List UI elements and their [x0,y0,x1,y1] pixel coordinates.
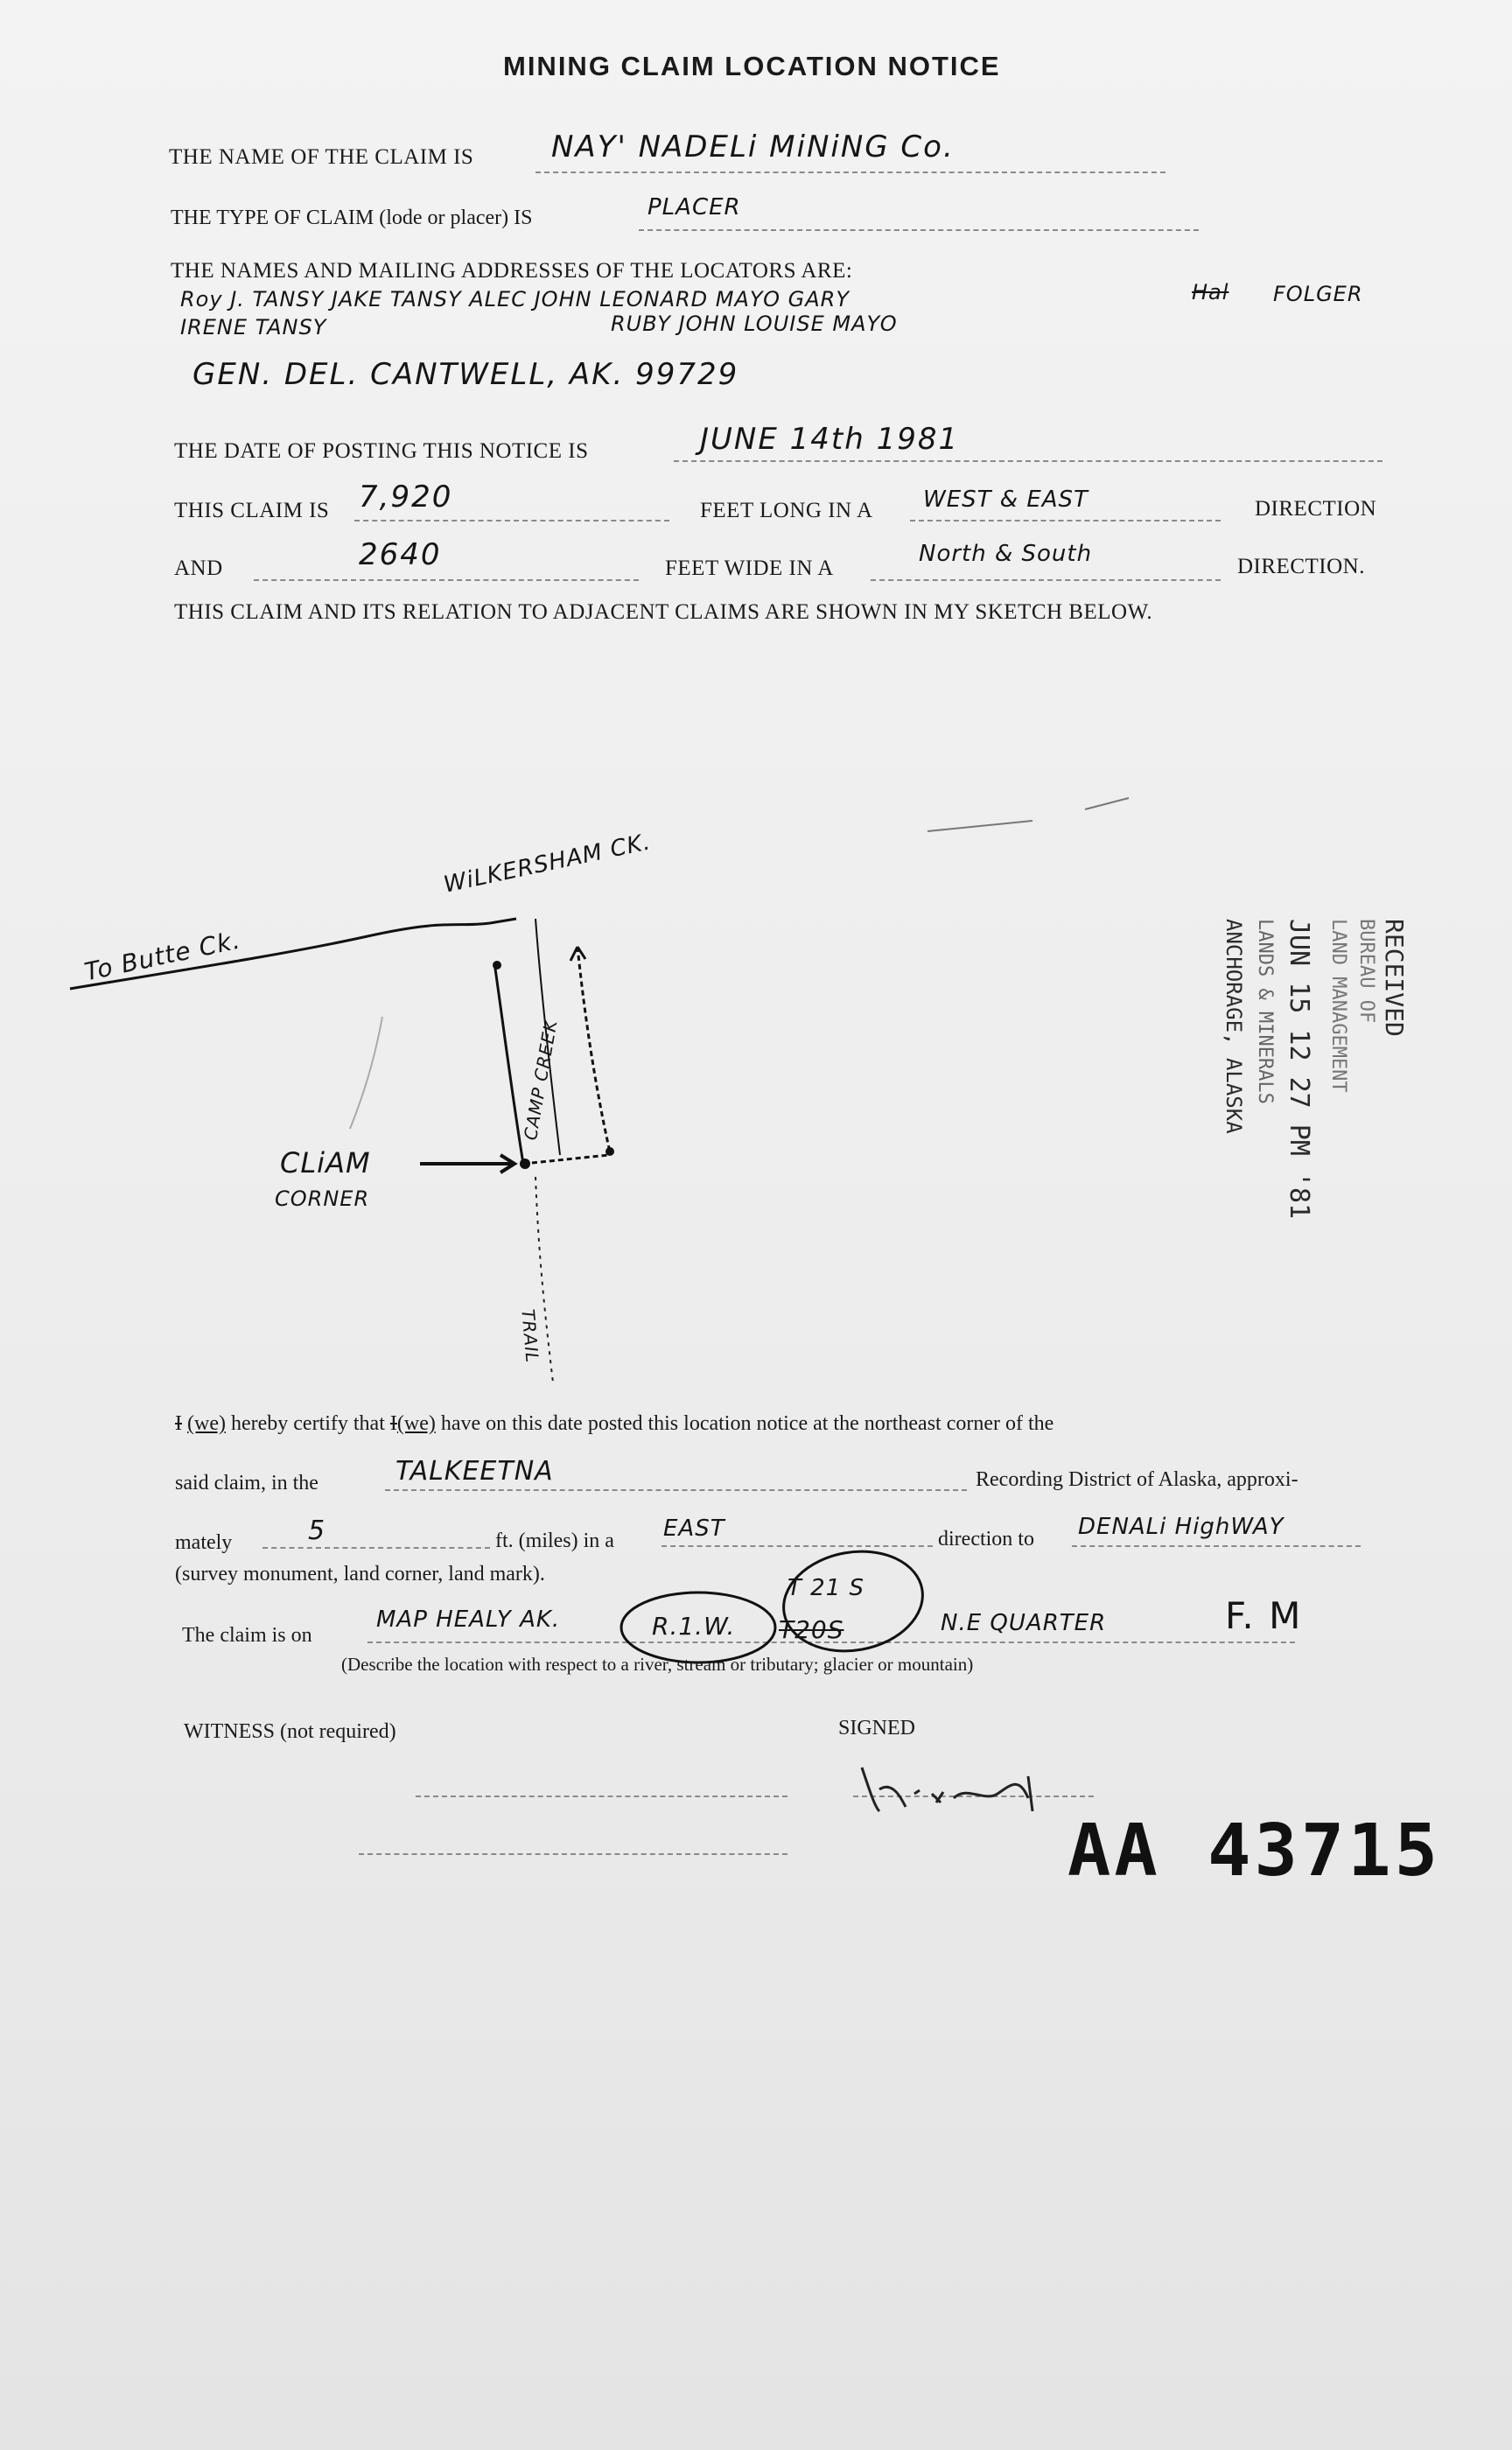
cert-line-4: (survey monument, land corner, land mark). [175,1563,545,1586]
trail-label: TRAIL [517,1308,543,1364]
cert-we2: (we) [396,1412,436,1435]
posting-value: JUNE 14th 1981 [700,422,960,457]
to-butte-creek-label: To Butte Ck. [81,925,243,987]
township-struck: T20S [779,1615,844,1644]
locators-address: GEN. DEL. CANTWELL, AK. 99729 [192,357,739,392]
locators-line-2: IRENE TANSY [180,315,327,340]
cert-text: hereby certify that [230,1412,385,1435]
claim-corner-label-2: CORNER [275,1186,370,1211]
township-value: T 21 S [788,1575,864,1601]
length-label: THIS CLAIM IS [174,499,330,522]
length-direction: WEST & EAST [923,486,1088,513]
cert-line-3b: ft. (miles) in a [495,1530,614,1552]
length-value: 7,920 [359,480,453,514]
direction-word-2: DIRECTION. [1237,555,1365,578]
length-mid: FEET LONG IN A [700,499,873,522]
cert-line-2b: Recording District of Alaska, approxi- [976,1468,1298,1491]
posting-label: THE DATE OF POSTING THIS NOTICE IS [174,439,589,463]
camp-creek-label: CAMP CREEK [519,1018,562,1142]
stamp-date: JUN 15 12 27 PM '81 [1284,919,1314,1220]
meridian-value: F. M [1225,1594,1303,1637]
page-title: MINING CLAIM LOCATION NOTICE [503,51,1001,81]
cert-line-6: (Describe the location with respect to a river, stream or tributary; glacier or mountain) [341,1654,974,1675]
locators-line-1: Roy J. TANSY JAKE TANSY ALEC JOHN LEONARD MAYO GARY [180,287,850,312]
sketch-note: THIS CLAIM AND ITS RELATION TO ADJACENT CLAIMS ARE SHOWN IN MY SKETCH BELOW. [174,600,1153,624]
width-direction: North & South [919,541,1093,567]
cert-line-3c: direction to [938,1528,1034,1550]
width-mid: FEET WIDE IN A [665,556,834,580]
locators-line-1-end: FOLGER [1273,282,1363,306]
cert-line-5a: The claim is on [182,1624,312,1647]
stamp-lands-minerals: LANDS & MINERALS [1254,919,1276,1104]
locators-struck: Hal [1192,280,1229,304]
stamp-bureau: BUREAU OF [1355,919,1377,1024]
locators-label: THE NAMES AND MAILING ADDRESSES OF THE LOCATORS ARE: [171,259,853,283]
witness-line-1 [416,1796,788,1797]
width-label: AND [174,556,223,580]
width-value: 2640 [359,537,442,572]
claim-type-label: THE TYPE OF CLAIM (lode or placer) IS [171,206,533,229]
claim-name-label: THE NAME OF THE CLAIM IS [169,145,474,169]
district-value: TALKEETNA [396,1456,554,1487]
cert-we: (we) [187,1412,226,1435]
stamp-anchorage: ANCHORAGE, ALASKA [1222,919,1246,1134]
cert-rest: have on this date posted this location notice at the northeast corner of the [440,1412,1054,1435]
locators-line-2b: RUBY JOHN LOUISE MAYO [611,312,898,336]
witness-line-2 [359,1853,788,1855]
cert-i: I [175,1412,182,1435]
cert-line-2a: said claim, in the [175,1472,318,1494]
cert-line-3a: mately [175,1531,233,1554]
location-value: MAP HEALY AK. [376,1606,561,1633]
claim-corner-label-1: CLiAM [280,1146,371,1180]
range-value: R.1.W. [652,1612,736,1641]
stamp-land-management: LAND MANAGEMENT [1327,919,1349,1093]
claim-name-value: NAY' NADELi MiNiNG Co. [551,130,955,164]
landmark-value: DENALi HighWAY [1078,1514,1284,1540]
witness-label: WITNESS (not required) [184,1720,396,1743]
quarter-value: N.E QUARTER [941,1610,1107,1636]
claim-type-value: PLACER [648,194,741,220]
wickersham-creek-label: WiLKERSHAM CK. [441,829,654,899]
document-number: AA 43715 [1068,1810,1441,1893]
cert-i2: I [389,1412,397,1435]
distance-value: 5 [308,1516,326,1546]
signed-label: SIGNED [838,1717,915,1740]
stamp-received: RECEIVED [1380,919,1409,1037]
direction-word: DIRECTION [1255,497,1377,521]
direction-value: EAST [663,1516,725,1542]
